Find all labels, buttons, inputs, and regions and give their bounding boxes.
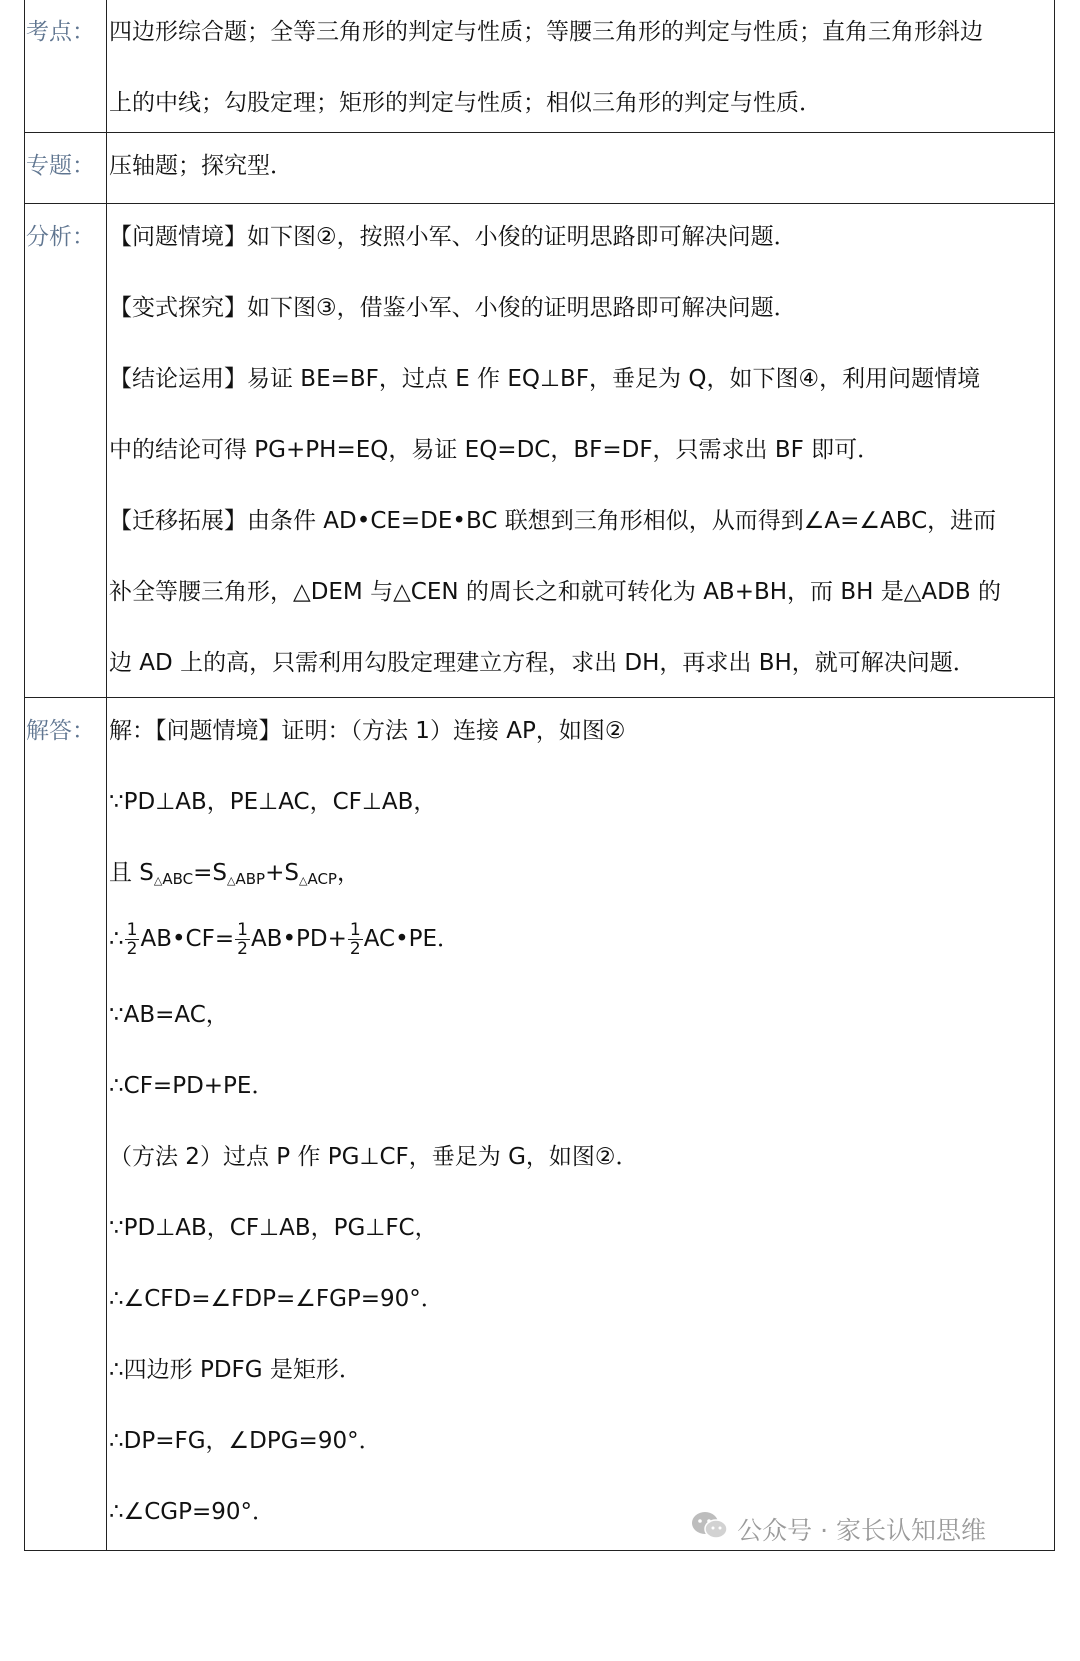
watermark: [691, 1510, 986, 1548]
text-line: 【变式探究】如下图③，借鉴小军、小俊的证明思路即可解决问题．: [109, 295, 797, 321]
label-fenxi: 分析：: [26, 224, 95, 250]
fraction-equation-line: ∴ $\frac{1}{2}$ AB•CF= $\frac{1}{2}$ AB•PD+ $\frac{1}{2}$ AC•PE．: [109, 920, 461, 959]
row-zhuanti: [25, 133, 1055, 204]
row-kaodian: [25, 0, 1055, 133]
analysis-table: [24, 0, 1055, 1551]
text-line: 上的中线；勾股定理；矩形的判定与性质；相似三角形的判定与性质．: [109, 90, 822, 116]
fraction: $\frac{1}{2}$: [349, 920, 361, 959]
label-zhuanti: 专题：: [26, 153, 95, 179]
label-jieda: 解答：: [26, 718, 95, 744]
fraction: $\frac{1}{2}$: [126, 920, 138, 959]
text-line: 【迁移拓展】由条件 AD•CE=DE•BC 联想到三角形相似，从而得到∠A=∠ABC，进而: [109, 508, 997, 534]
text-line: 【问题情境】如下图②，按照小军、小俊的证明思路即可解决问题．: [109, 224, 797, 250]
text-line: ∴∠CGP=90°．: [109, 1499, 276, 1525]
row-jieda: [25, 698, 1055, 1551]
watermark-text: 公众号 · 家长认知思维: [737, 1516, 986, 1545]
text-line: （方法 2）过点 P 作 PG⊥CF，垂足为 G，如图②．: [109, 1144, 639, 1170]
text-line: ∴四边形 PDFG 是矩形．: [109, 1357, 362, 1383]
wechat-icon: [691, 1510, 737, 1548]
text-line: 【结论运用】易证 BE=BF，过点 E 作 EQ⊥BF，垂足为 Q，如下图④，利用问题情境: [109, 366, 981, 392]
text-line: 中的结论可得 PG+PH=EQ，易证 EQ=DC，BF=DF，只需求出 BF 即可．: [109, 437, 881, 463]
fraction: $\frac{1}{2}$: [237, 920, 248, 959]
text-line: ∵PD⊥AB，PE⊥AC，CF⊥AB，: [109, 789, 437, 815]
row-fenxi: [25, 204, 1055, 698]
text-line: 边 AD 上的高，只需利用勾股定理建立方程，求出 DH，再求出 BH，就可解决问题．: [109, 650, 976, 676]
text-line: ∵AB=AC，: [109, 1002, 229, 1028]
text-line: 补全等腰三角形，△DEM 与△CEN 的周长之和就可转化为 AB+BH，而 BH 是△ADB 的: [109, 579, 1001, 605]
text-line: ∵PD⊥AB，CF⊥AB，PG⊥FC，: [109, 1215, 438, 1241]
label-kaodian: 考点：: [26, 19, 95, 45]
text-line: ∴CF=PD+PE．: [109, 1073, 275, 1099]
text-line: 解：【问题情境】证明：（方法 1）连接 AP，如图②: [109, 718, 626, 744]
text-line: 四边形综合题；全等三角形的判定与性质；等腰三角形的判定与性质；直角三角形斜边: [109, 19, 983, 45]
area-equation-line: 且 $S_{\triangle ABC}=S_{\triangle ABP}+S_{\triangle ACP}$，: [109, 860, 360, 888]
text-line: 压轴题；探究型．: [109, 153, 293, 179]
text-line: ∴∠CFD=∠FDP=∠FGP=90°．: [109, 1286, 444, 1312]
text-line: ∴DP=FG，∠DPG=90°．: [109, 1428, 382, 1454]
